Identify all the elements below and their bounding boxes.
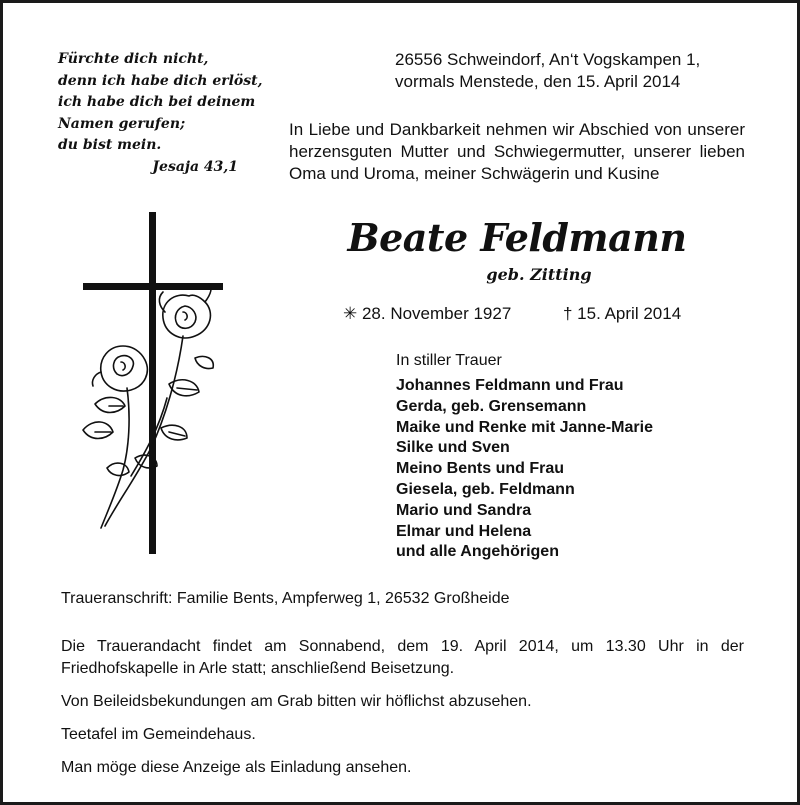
service-note: Die Trauerandacht findet am Sonnabend, dem 19. April 2014, um 13.30 Uhr in der Friedhofskapelle in Arle statt; anschließend Beisetzung. bbox=[61, 638, 744, 677]
deceased-name: Beate Feldmann bbox=[347, 215, 687, 260]
verse-line: Namen gerufen; bbox=[58, 115, 186, 132]
mourner-entry: Gerda, geb. Grensemann bbox=[396, 397, 587, 415]
verse-line: Fürchte dich nicht, bbox=[58, 51, 209, 67]
mourner-entry: Maike und Renke mit Janne-Marie bbox=[396, 418, 653, 436]
reception-note: Teetafel im Gemeindehaus. bbox=[61, 726, 256, 743]
mourner-entry: Meino Bents und Frau bbox=[396, 460, 564, 478]
verse-line: ich habe dich bei deinem bbox=[58, 94, 256, 110]
verse-line: denn ich habe dich erlöst, bbox=[58, 72, 263, 89]
mourner-entry: Silke und Sven bbox=[396, 439, 510, 457]
mourner-entry: und alle Angehörigen bbox=[396, 543, 559, 561]
birth-date: ✳ 28. November 1927 bbox=[343, 304, 512, 323]
mourner-entry: Giesela, geb. Feldmann bbox=[396, 480, 575, 498]
funeral-contact-address: Traueranschrift: Familie Bents, Ampferweg 1, 26532 Großheide bbox=[61, 590, 510, 607]
bible-verse bbox=[58, 49, 263, 178]
verse-line: du bist mein. bbox=[58, 137, 162, 153]
address-line: 26556 Schweindorf, An‘t Vogskampen 1, bbox=[395, 50, 701, 69]
verse-reference: Jesaja 43,1 bbox=[152, 158, 238, 175]
family-address bbox=[395, 49, 700, 93]
mourner-entry: Johannes Feldmann und Frau bbox=[396, 377, 624, 394]
place-date-line: vormals Menstede, den 15. April 2014 bbox=[395, 72, 681, 91]
mourner-entry: Elmar und Helena bbox=[396, 522, 532, 540]
mourners-list bbox=[396, 376, 653, 563]
invitation-note: Man möge diese Anzeige als Einladung ansehen. bbox=[61, 759, 412, 776]
maiden-name: geb. Zitting bbox=[486, 265, 592, 284]
intro-text: In Liebe und Dankbarkeit nehmen wir Abschied von unserer herzensguten Mutter und Schwiegermutter, unserer lieben Oma und Uroma, meiner Schwägerin und Kusine bbox=[289, 120, 745, 183]
death-date: † 15. April 2014 bbox=[563, 304, 682, 323]
mourner-entry: Mario und Sandra bbox=[396, 501, 532, 519]
mourning-heading: In stiller Trauer bbox=[396, 352, 502, 369]
funeral-notes bbox=[61, 636, 744, 790]
condolence-note: Von Beileidsbekundungen am Grab bitten wir höflichst abzusehen. bbox=[61, 693, 532, 710]
cross-with-roses-icon bbox=[65, 208, 235, 563]
